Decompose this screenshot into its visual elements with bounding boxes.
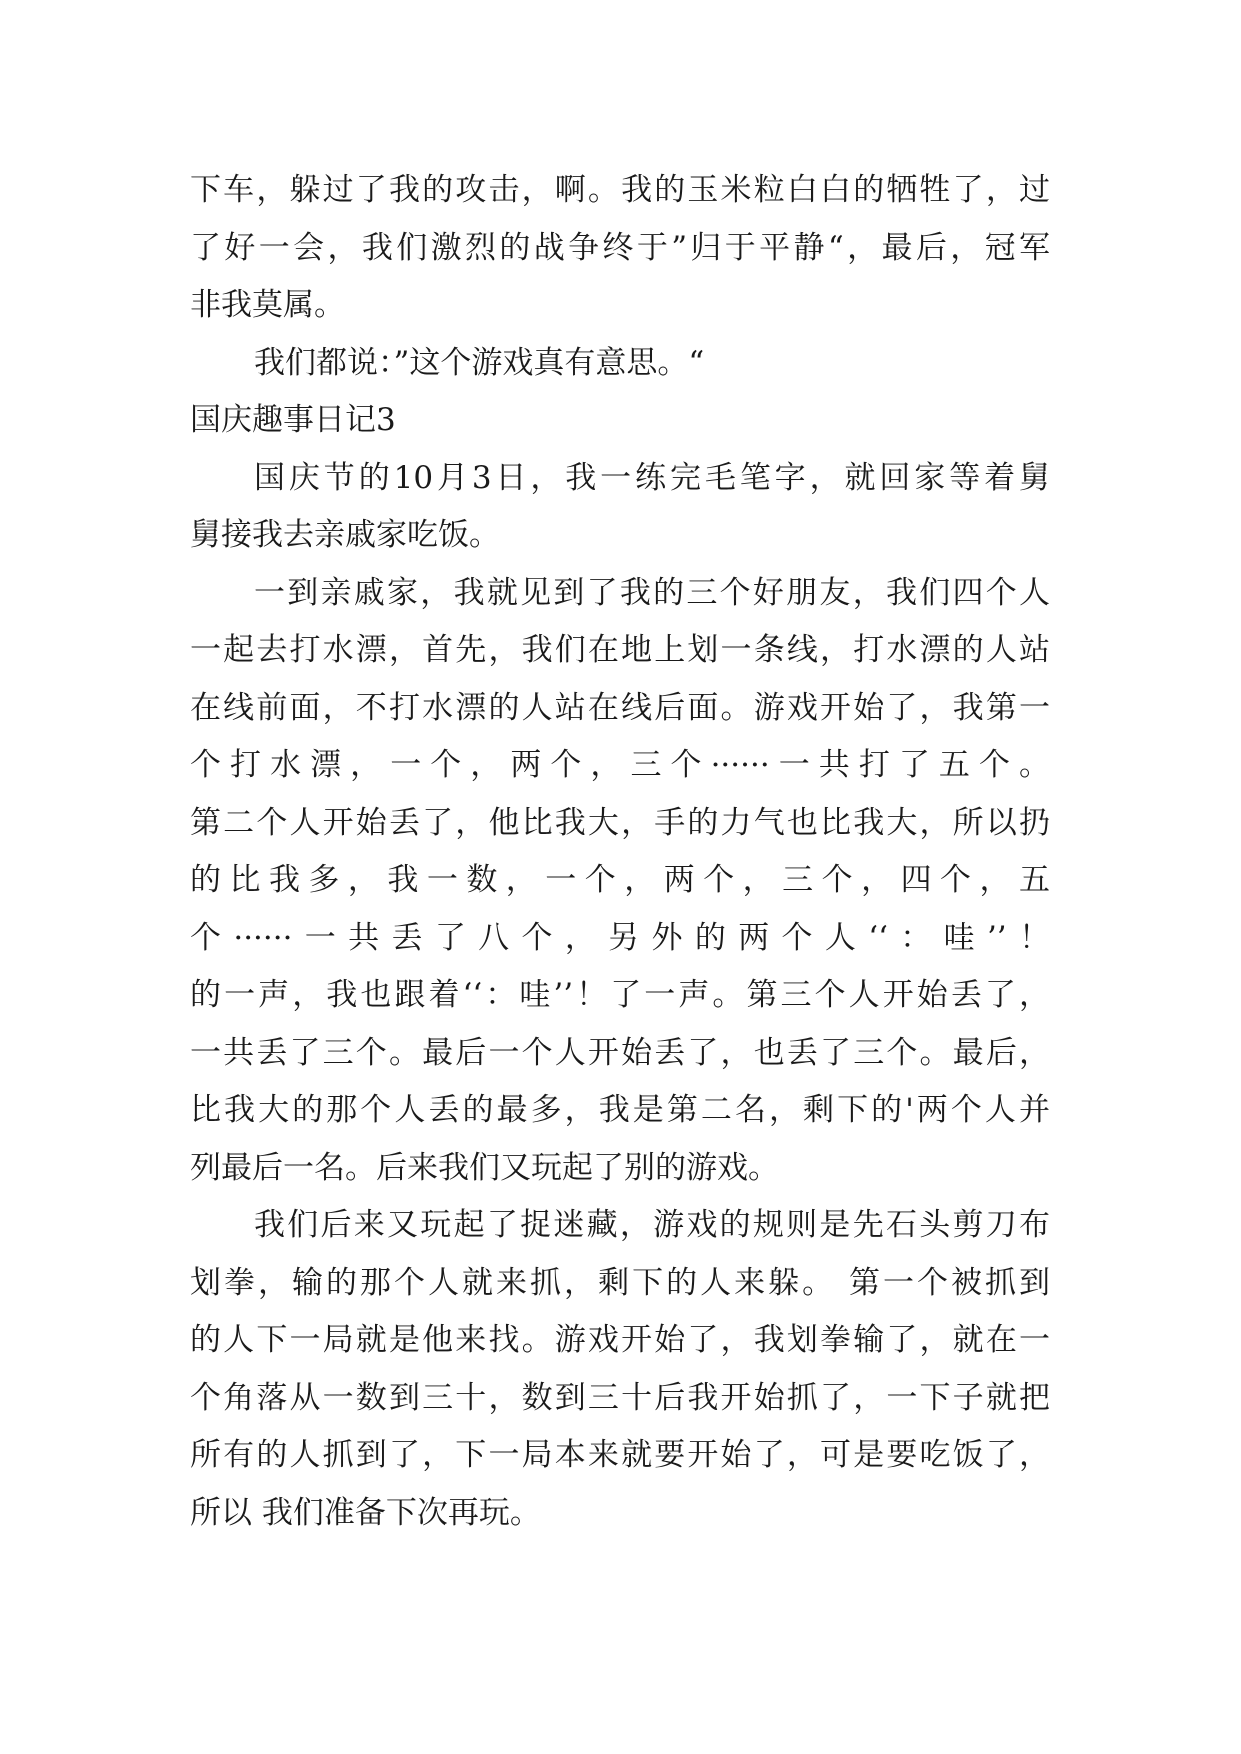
text-line: 个角落从一数到三十，数到三十后我开始抓了，一下子就把	[190, 1379, 1050, 1416]
text-line: 舅接我去亲戚家吃饭。	[190, 517, 500, 553]
text-line: 第二个人开始丢了，他比我大，手的力气也比我大，所以扔	[190, 804, 1050, 841]
text-line: 一到亲戚家，我就见到了我的三个好朋友，我们四个人	[254, 574, 1050, 611]
text-line: 非我莫属。	[190, 287, 345, 323]
text-line: 个······一共丢了八个，另外的两个人‘‘：哇’’！	[190, 919, 1050, 956]
text-line: 个打水漂，一个，两个，三个······一共打了五个。	[190, 747, 1050, 783]
text-line: 的比我多，我一数，一个，两个，三个，四个，五	[190, 862, 1050, 898]
text-line: 一起去打水漂，首先，我们在地上划一条线，打水漂的人站	[190, 632, 1050, 668]
text-line: 列最后一名。后来我们又玩起了别的游戏。	[190, 1149, 779, 1186]
text-line: 比我大的那个人丢的最多，我是第二名，剩下的'两个人并	[190, 1092, 1050, 1128]
text-line: 所有的人抓到了，下一局本来就要开始了，可是要吃饭了，	[190, 1437, 1050, 1473]
text-line: 了好一会，我们激烈的战争终于”归于平静“，最后，冠军	[190, 229, 1050, 266]
text-line: 的一声，我也跟着‘‘：哇’’！了一声。第三个人开始丢了，	[190, 977, 1050, 1013]
document-body	[190, 162, 1070, 1542]
section-heading: 国庆趣事日记3	[190, 402, 396, 438]
text-line: 所以 我们准备下次再玩。	[190, 1494, 541, 1531]
text-line: 一共丢了三个。最后一个人开始丢了，也丢了三个。最后，	[190, 1034, 1050, 1071]
text-line: 的人下一局就是他来找。游戏开始了，我划拳输了，就在一	[190, 1322, 1050, 1358]
text-line: 划拳，输的那个人就来抓，剩下的人来躲。 第一个被抓到	[190, 1264, 1050, 1301]
text-line: 国庆节的10月3日，我一练完毛笔字，就回家等着舅	[254, 459, 1050, 496]
text-line: 我们都说：”这个游戏真有意思。“	[254, 344, 705, 381]
text-line: 下车，躲过了我的攻击，啊。我的玉米粒白白的牺牲了，过	[190, 172, 1050, 208]
text-line: 在线前面，不打水漂的人站在线后面。游戏开始了，我第一	[190, 689, 1050, 726]
text-line: 我们后来又玩起了捉迷藏，游戏的规则是先石头剪刀布	[254, 1207, 1050, 1243]
